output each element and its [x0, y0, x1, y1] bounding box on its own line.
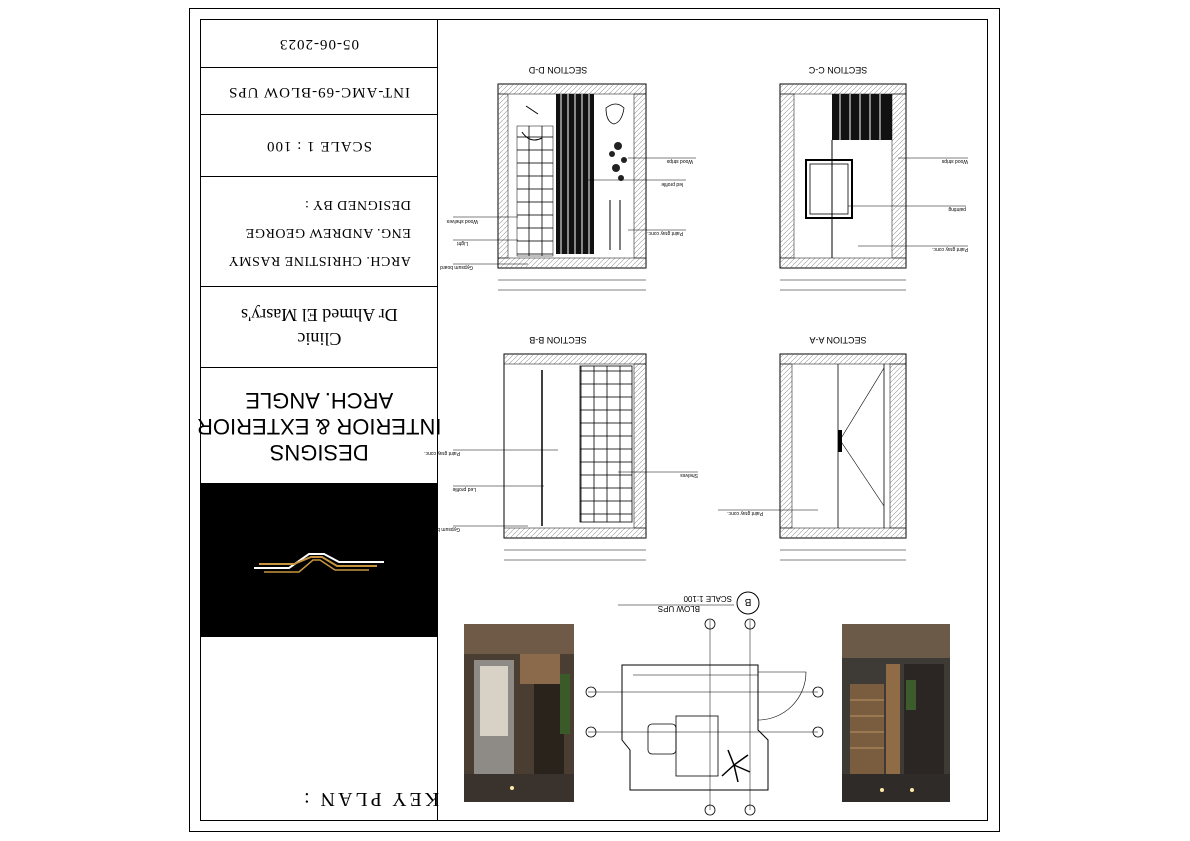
painting-frame — [806, 160, 852, 218]
key-plan-cell — [201, 637, 440, 820]
wood-strips-d — [556, 94, 594, 254]
drawing-sheet — [189, 8, 1000, 832]
section-b-label: SECTION B-B — [529, 335, 587, 345]
note-b-shelves: Shelves — [680, 472, 698, 478]
note-c-paint: Paint gray conc. — [932, 246, 968, 252]
key-plan-drawing — [586, 592, 823, 815]
company-line-1: DESIGNS — [269, 439, 369, 465]
shelves-d — [517, 126, 553, 256]
designer-line-2: ENG. ANDREW GEORGE — [244, 224, 411, 240]
designers-cell — [201, 177, 437, 287]
date-text: 05-06-2023 — [279, 36, 359, 52]
designer-line-1: ARCH. CHRISTINE RASMY — [227, 252, 411, 268]
client-line-1: Clinic — [297, 329, 341, 349]
section-b-b — [424, 335, 698, 560]
designer-line-3: DESIGNED BY : — [304, 196, 411, 212]
note-b-paint: Paint gray conc. — [424, 450, 460, 456]
drawing-area — [424, 20, 988, 820]
section-a-label: SECTION A-A — [809, 335, 867, 345]
plant-plan — [722, 750, 750, 782]
note-b-led: Led profile — [452, 486, 476, 492]
client-block — [241, 303, 398, 351]
note-d-wood-strips: Wood strips — [666, 158, 693, 164]
door-handle — [838, 430, 842, 452]
scale-text: SCALE 1 : 100 — [266, 138, 372, 154]
company-line-2: INTERIOR & EXTERIOR — [196, 413, 442, 439]
company-block — [197, 387, 441, 465]
sheet-frame — [196, 19, 988, 821]
logo-mark — [249, 540, 389, 580]
plan-title: BLOW UPS — [657, 604, 700, 613]
plan-scale: SCALE 1:100 — [683, 594, 732, 603]
key-plan-label: KEY PLAN : — [301, 788, 440, 810]
note-d-light: Light — [457, 240, 468, 246]
project-code-cell — [201, 68, 437, 115]
note-c-painting: painting — [948, 206, 966, 212]
plant-d — [609, 142, 627, 181]
section-c-c — [780, 65, 968, 290]
section-d-d — [440, 65, 696, 290]
render-left — [464, 624, 574, 802]
note-d-shelves: Wood shelves — [446, 218, 478, 224]
date-cell — [201, 20, 437, 68]
client-line-2: Dr Ahmed El Masry's — [240, 305, 398, 325]
designers-block — [228, 190, 411, 274]
section-a-a — [718, 335, 906, 560]
section-d-label: SECTION D-D — [528, 65, 588, 75]
note-b-gypsum: Gypsum board — [427, 526, 460, 532]
note-a-paint: Paint gray conc. — [727, 510, 763, 516]
plan-marker: B — [744, 596, 752, 607]
render-right — [842, 624, 950, 802]
client-cell — [201, 287, 437, 368]
note-d-paint: Paint gray conc. — [647, 230, 683, 236]
note-d-gypsum: Gypsum board — [440, 264, 473, 270]
scale-cell — [201, 115, 437, 177]
wood-strips-c — [832, 94, 892, 140]
company-logo — [201, 484, 437, 637]
company-line-3: ARCH. ANGLE — [245, 387, 393, 413]
shelves-b — [580, 366, 632, 522]
note-c-wood-strips: Wood strips — [941, 158, 968, 164]
note-d-led: led profile — [661, 181, 683, 187]
section-c-label: SECTION C-C — [808, 65, 868, 75]
project-code-text: INT-AMC-69-BLOW UPS — [228, 83, 410, 100]
